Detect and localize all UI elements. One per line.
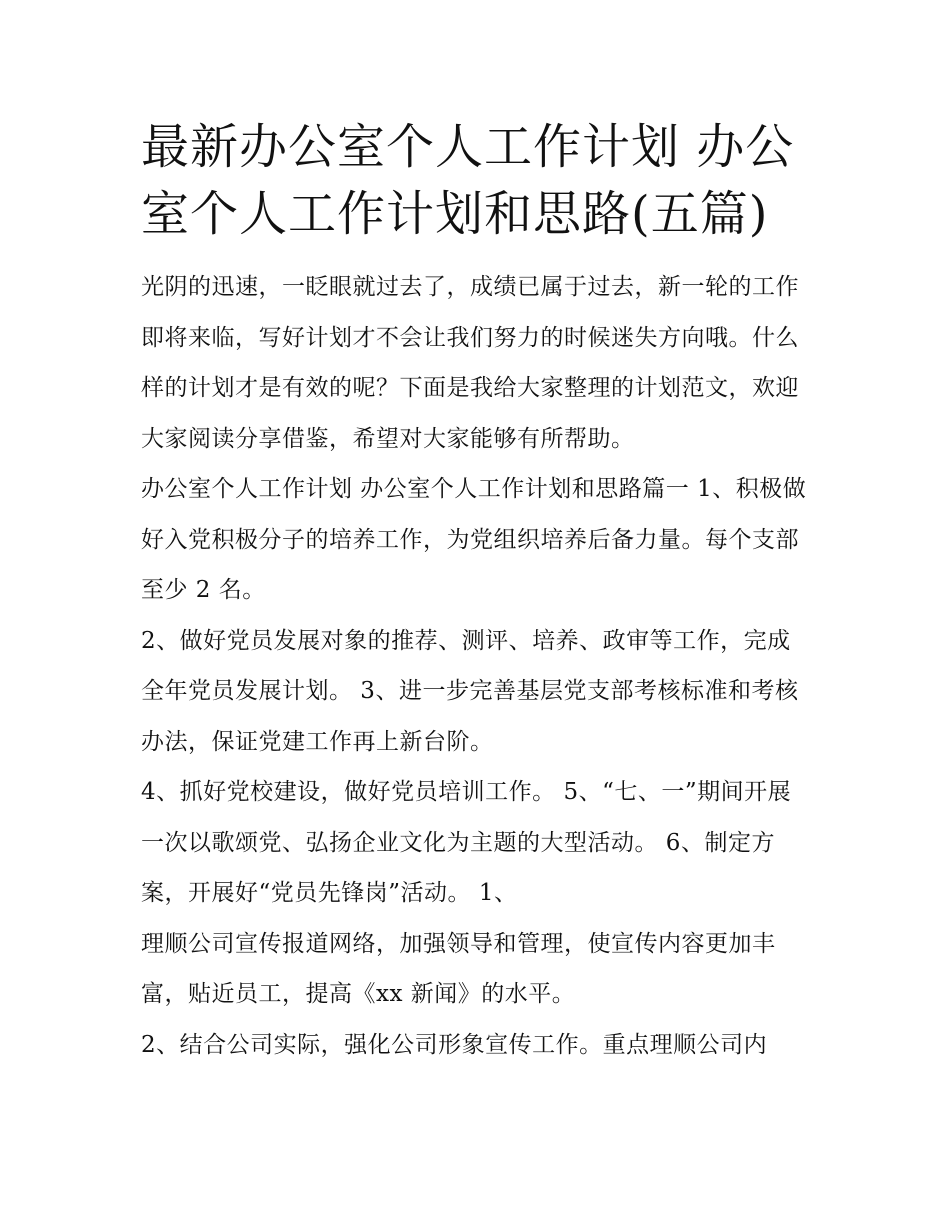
paragraph-company-image: 2、结合公司实际，强化公司形象宣传工作。重点理顺公司内	[141, 1031, 768, 1058]
document-page	[141, 114, 809, 1070]
document-title: 最新办公室个人工作计划 办公室个人工作计划和思路(五篇)	[141, 119, 795, 242]
paragraph-plan-one: 办公室个人工作计划 办公室个人工作计划和思路篇一 1、积极做好入党积极分子的培养工作，为党组织培养后备力量。每个支部至少 2 名。	[141, 476, 807, 603]
paragraph-item-4-6: 4、抓好党校建设，做好党员培训工作。 5、“七、一”期间开展一次以歌颂党、弘扬企业文化为主题的大型活动。 6、制定方案，开展好“党员先锋岗”活动。 1、	[141, 779, 792, 906]
paragraph-intro: 光阴的迅速，一眨眼就过去了，成绩已属于过去，新一轮的工作即将来临，写好计划才不会让我们努力的时候迷失方向哦。什么样的计划才是有效的呢？下面是我给大家整理的计划范文，欢迎大家阅读分享借鉴，希望对大家能够有所帮助。	[141, 274, 799, 452]
paragraph-publicity-network: 理顺公司宣传报道网络，加强领导和管理，使宣传内容更加丰富，贴近员工，提高《xx 新闻》的水平。	[141, 930, 776, 1007]
paragraph-item-2-3: 2、做好党员发展对象的推荐、测评、培养、政审等工作，完成全年党员发展计划。 3、进一步完善基层党支部考核标准和考核办法，保证党建工作再上新台阶。	[141, 627, 799, 755]
